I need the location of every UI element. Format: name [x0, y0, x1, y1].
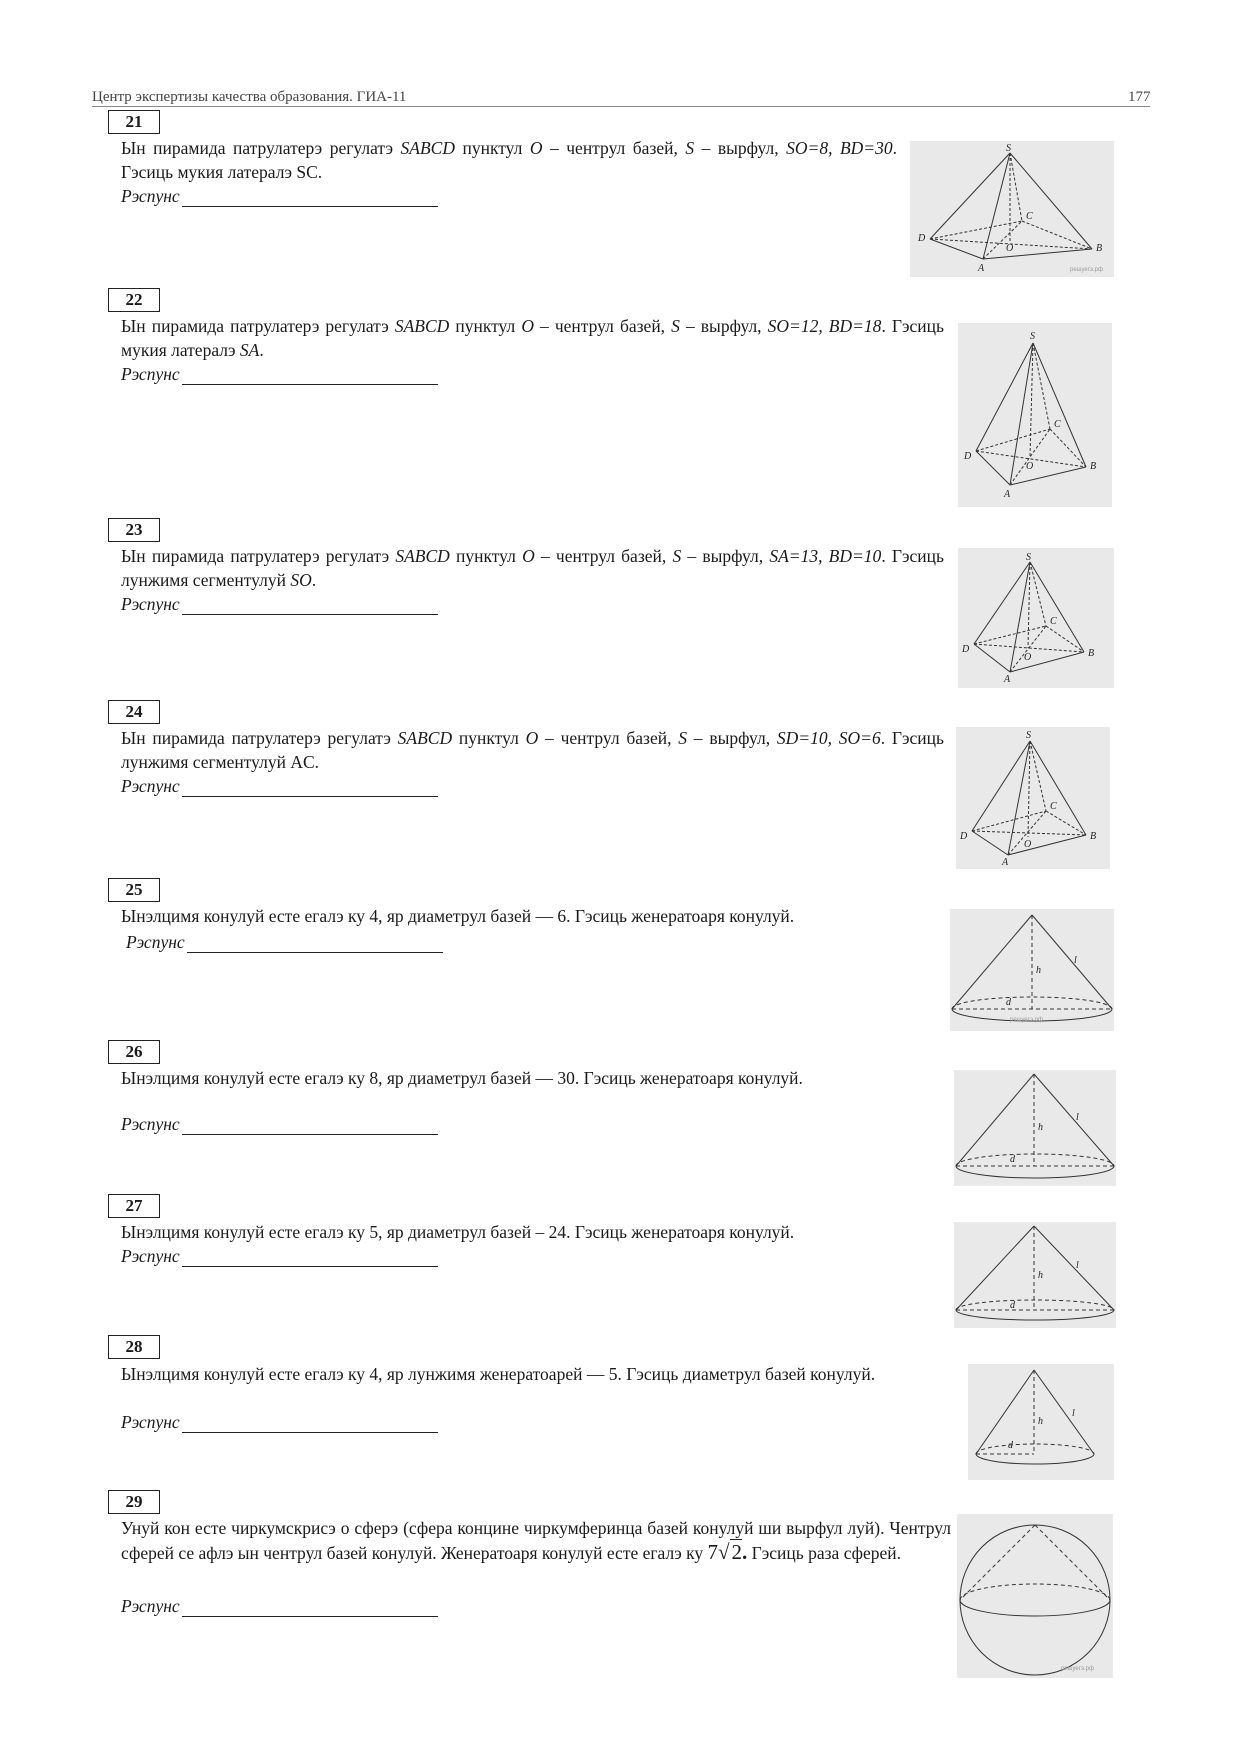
- header-divider: [92, 106, 1150, 107]
- svg-text:h: h: [1038, 1416, 1043, 1427]
- cone-figure-25: [950, 909, 1114, 1031]
- page-header-title: Центр экспертизы качества образования. ГИА-11: [92, 89, 407, 105]
- svg-text:h: h: [1038, 1270, 1043, 1281]
- svg-text:D: D: [918, 233, 926, 244]
- answer-field-21[interactable]: Рэспунс: [121, 186, 438, 207]
- svg-text:решуегэ.рф: решуегэ.рф: [1061, 1666, 1094, 1672]
- svg-text:B: B: [1088, 648, 1095, 659]
- svg-text:C: C: [1050, 616, 1057, 627]
- svg-text:B: B: [1090, 461, 1097, 472]
- cone-figure-28: [968, 1364, 1114, 1480]
- svg-text:C: C: [1054, 419, 1061, 430]
- svg-text:l: l: [1076, 1260, 1079, 1271]
- svg-text:C: C: [1050, 801, 1057, 812]
- svg-text:D: D: [962, 644, 970, 655]
- problem-number-23: 23: [108, 518, 160, 542]
- svg-text:D: D: [964, 451, 972, 462]
- svg-text:решуегэ.рф: решуегэ.рф: [1070, 267, 1103, 273]
- problem-text-23: Ын пирамида патрулатерэ регулатэ SABCD пунктул O – чентрул базей, S – вырфул, SA=13, BD=10. Гэсиць лунжимя сегментулуй SO.: [121, 546, 945, 590]
- problem-text-21: Ын пирамида патрулатерэ регулатэ SABCD пунктул O – чентрул базей, S – вырфул, SO=8, BD=30. Гэсиць мукия латералэ SC.: [121, 138, 897, 182]
- problem-number-25: 25: [108, 878, 160, 902]
- answer-field-27[interactable]: Рэспунс: [121, 1246, 438, 1267]
- problem-text-28: Ынэлцимя конулуй есте егалэ ку 4, яр лунжимя женератоарей — 5. Гэсиць диаметрул базей конулуй.: [121, 1364, 876, 1384]
- problem-text-22: Ын пирамида патрулатерэ регулатэ SABCD пунктул O – чентрул базей, S – вырфул, SO=12, BD=18. Гэсиць мукия латералэ SA.: [121, 316, 944, 360]
- problem-number-27: 27: [108, 1194, 160, 1218]
- svg-text:d: d: [1006, 997, 1011, 1008]
- answer-field-22[interactable]: Рэспунс: [121, 364, 438, 385]
- svg-text:l: l: [1076, 1112, 1079, 1123]
- svg-text:l: l: [1072, 1408, 1075, 1419]
- svg-text:S: S: [1030, 331, 1035, 342]
- answer-field-23[interactable]: Рэспунс: [121, 594, 438, 615]
- answer-field-29[interactable]: Рэспунс: [121, 1596, 438, 1617]
- svg-text:d: d: [1010, 1300, 1015, 1311]
- problem-text-29: Унуй кон есте чиркумскрисэ о сферэ (сфера концине чиркумферинца базей конулуй ши вырфул луй). Чентрул сферей се афлэ ын чентрул базей конулуй. Женератоаря конулуй есте егалэ ку 7√2. Гэсиць раза сферей.: [121, 1518, 951, 1564]
- svg-text:B: B: [1090, 831, 1097, 842]
- sqrt-expression: 7√2.: [707, 1540, 748, 1564]
- svg-text:d: d: [1010, 1154, 1015, 1165]
- svg-text:A: A: [1002, 857, 1009, 868]
- svg-text:l: l: [1074, 955, 1077, 966]
- pyramid-figure-21: [910, 141, 1114, 277]
- problem-number-26: 26: [108, 1040, 160, 1064]
- cone-figure-27: [954, 1222, 1116, 1328]
- cone-figure-26: [954, 1070, 1116, 1186]
- problem-text-24: Ын пирамида патрулатерэ регулатэ SABCD пунктул O – чентрул базей, S – вырфул, SD=10, SO=6. Гэсиць лунжимя сегментулуй AC.: [121, 728, 944, 772]
- svg-text:S: S: [1006, 143, 1011, 154]
- problem-text-26: Ынэлцимя конулуй есте егалэ ку 8, яр диаметрул базей — 30. Гэсиць женератоаря конулуй.: [121, 1068, 803, 1088]
- problem-number-24: 24: [108, 700, 160, 724]
- problem-number-22: 22: [108, 288, 160, 312]
- svg-text:B: B: [1096, 243, 1103, 254]
- svg-text:A: A: [1004, 674, 1011, 685]
- page-number: 177: [1128, 89, 1151, 105]
- problem-number-28: 28: [108, 1335, 160, 1359]
- svg-text:O: O: [1024, 839, 1032, 850]
- svg-text:h: h: [1038, 1122, 1043, 1133]
- answer-field-26[interactable]: Рэспунс: [121, 1114, 438, 1135]
- svg-text:d: d: [1008, 1440, 1013, 1451]
- svg-text:D: D: [960, 831, 968, 842]
- answer-field-28[interactable]: Рэспунс: [121, 1412, 438, 1433]
- svg-text:h: h: [1036, 965, 1041, 976]
- problem-number-29: 29: [108, 1490, 160, 1514]
- pyramid-figure-22: [958, 323, 1112, 507]
- svg-text:S: S: [1026, 730, 1031, 741]
- svg-text:решуегэ.рф: решуегэ.рф: [1010, 1017, 1043, 1023]
- svg-text:O: O: [1006, 243, 1014, 254]
- problem-number-21: 21: [108, 110, 160, 134]
- answer-field-24[interactable]: Рэспунс: [121, 776, 438, 797]
- pyramid-figure-23: [958, 548, 1114, 688]
- problem-text-25: Ынэлцимя конулуй есте егалэ ку 4, яр диаметрул базей — 6. Гэсиць женератоаря конулуй.: [121, 906, 795, 926]
- svg-text:O: O: [1026, 461, 1034, 472]
- svg-text:O: O: [1024, 652, 1032, 663]
- pyramid-figure-24: [956, 727, 1110, 869]
- sphere-cone-figure-29: [957, 1514, 1113, 1678]
- svg-text:S: S: [1026, 552, 1031, 563]
- svg-text:A: A: [1004, 489, 1011, 500]
- svg-text:A: A: [978, 263, 985, 274]
- svg-text:C: C: [1026, 211, 1033, 222]
- problem-text-27: Ынэлцимя конулуй есте егалэ ку 5, яр диаметрул базей – 24. Гэсиць женератоаря конулуй.: [121, 1222, 795, 1242]
- answer-field-25[interactable]: Рэспунс: [126, 932, 443, 953]
